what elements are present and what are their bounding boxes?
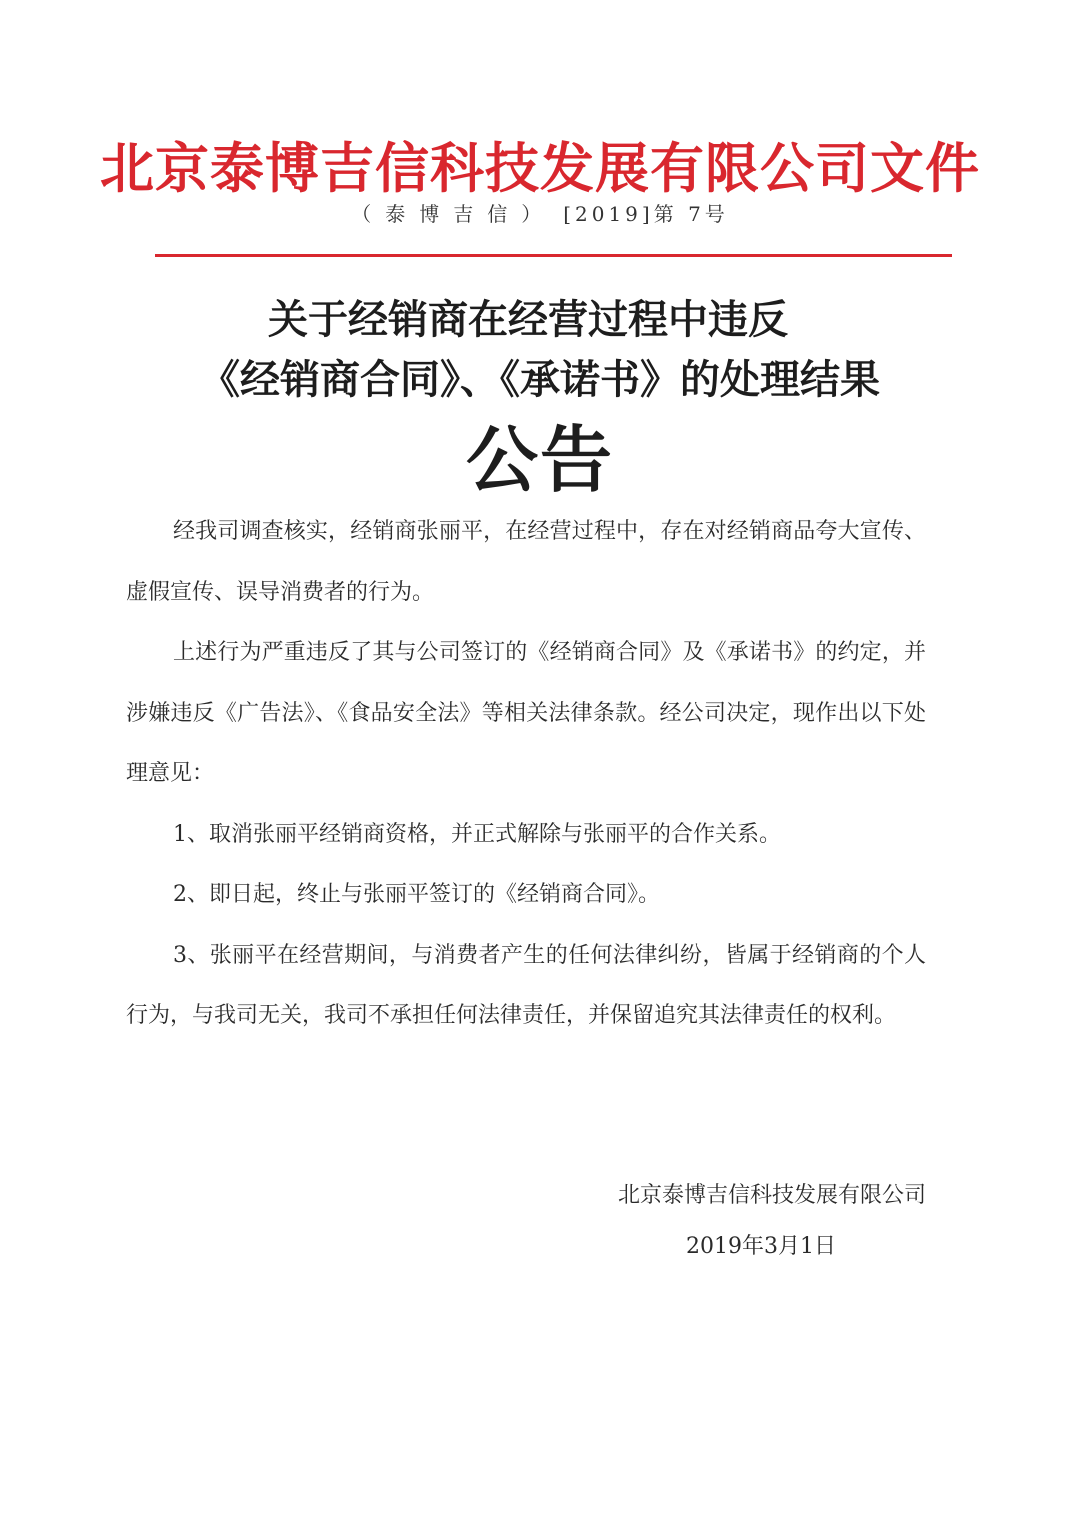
document-number (0, 198, 1080, 227)
org-file-title: 北京泰博吉信科技发展有限公司文件 (100, 136, 980, 200)
notice-title-line1: 关于经销商在经营过程中违反 (268, 297, 788, 343)
signature-block (618, 1172, 926, 1271)
signature-date: 2019年3月1日 (686, 1234, 836, 1259)
paragraph-item-3: 3、张丽平在经营期间，与消费者产生的任何法律纠纷，皆属于经销商的个人行为，与我司无关，我司不承担任何法律责任，并保留追究其法律责任的权利。 (126, 942, 926, 1028)
paragraph-item-1: 1、取消张丽平经销商资格，并正式解除与张丽平的合作关系。 (173, 821, 781, 847)
doc-number-text: [2019]第 7号 (563, 202, 729, 226)
issuer-abbrev: （泰博吉信） (351, 202, 556, 226)
paragraph-violation: 上述行为严重违反了其与公司签订的《经销商合同》及《承诺书》的约定，并涉嫌违反《广告法》、《食品安全法》等相关法律条款。经公司决定，现作出以下处理意见： (126, 640, 926, 786)
red-divider (155, 254, 952, 257)
signature-company: 北京泰博吉信科技发展有限公司 (617, 1183, 926, 1208)
paragraph-findings: 经我司调查核实，经销商张丽平，在经营过程中，存在对经销商品夸大宣传、虚假宣传、误导消费者的行为。 (126, 519, 926, 605)
notice-body (126, 502, 926, 1047)
notice-title-line2: 《经销商合同》、《承诺书》的处理结果 (200, 357, 880, 403)
notice-main-title: 公告 (465, 418, 614, 502)
paragraph-item-2: 2、即日起，终止与张丽平签订的《经销商合同》。 (173, 882, 660, 907)
